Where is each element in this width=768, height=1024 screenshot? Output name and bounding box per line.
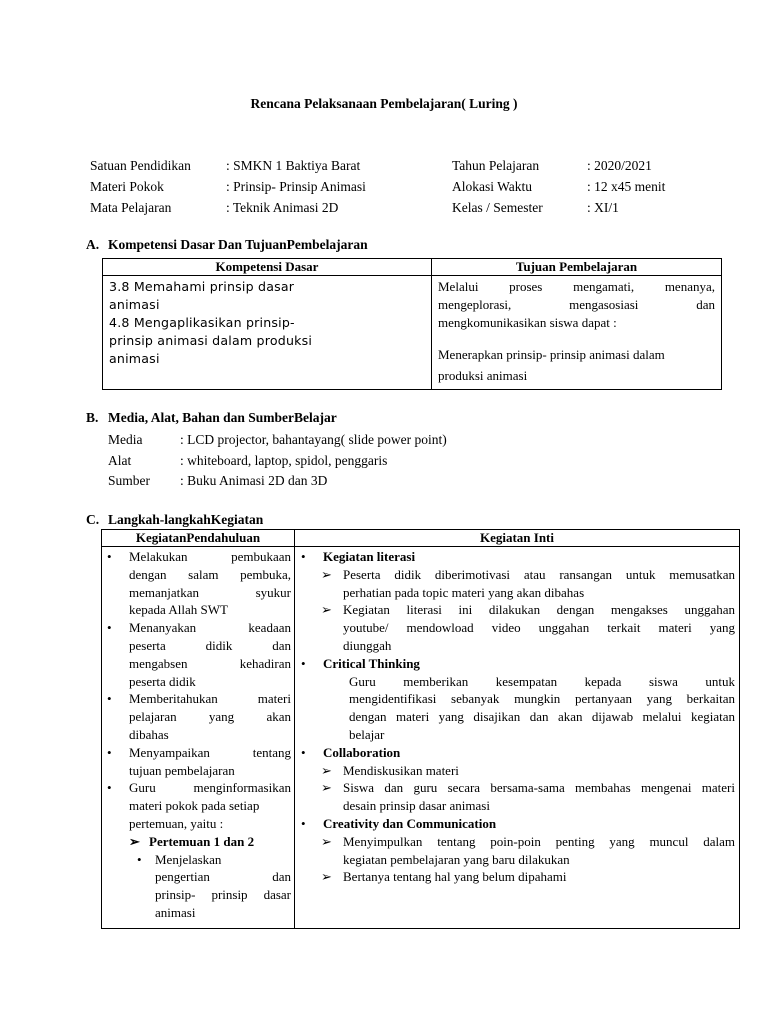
text-line: Kegiatan literasi ini dilakukan dengan mengakses unggahan (343, 602, 735, 618)
section-title: Media, Alat, Bahan dan SumberBelajar (108, 410, 337, 425)
section-letter: C. (86, 512, 100, 527)
text-line: mengabsen kehadiran (129, 655, 291, 671)
arrow-icon: ➢ (321, 566, 332, 582)
tujuan-cell (432, 276, 722, 390)
text-line: Peserta didik diberimotivasi atau ransangan untuk memusatkan (343, 566, 735, 582)
text-line: kepada Allah SWT (129, 602, 228, 618)
info-label: Mata Pelajaran (90, 200, 172, 215)
activities-table (101, 529, 740, 929)
text-line: diunggah (343, 637, 392, 653)
text-line: Melakukan pembukaan (129, 549, 291, 564)
tp-line: mengkomunikasikan siswa dapat : (438, 315, 617, 330)
info-value: : XI/1 (587, 200, 619, 215)
activity-title: Collaboration (323, 744, 401, 760)
info-label: Kelas / Semester (452, 200, 543, 215)
arrow-icon: ➢ (321, 833, 332, 849)
kd-line: 3.8 Memahami prinsip dasar (109, 279, 295, 294)
kompetensi-cell (103, 276, 432, 390)
list-item (105, 779, 291, 832)
list-item (105, 548, 291, 619)
activity-heading (299, 655, 735, 673)
text-line: Siswa dan guru secara bersama-sama membahas mengenai materi (343, 780, 735, 796)
text-line: peserta didik (129, 673, 196, 689)
media-label: Alat (108, 452, 132, 468)
activity-item (299, 762, 735, 780)
activity-heading (299, 744, 735, 762)
text-line: pelajaran yang akan (129, 709, 291, 725)
text-line: pertemuan, yaitu : (129, 815, 224, 831)
media-value: : LCD projector, bahantayang( slide power point) (180, 432, 447, 447)
inti-cell (295, 547, 740, 929)
bullet-icon: • (301, 815, 306, 831)
sub-list-item (105, 851, 291, 922)
section-title: Kompetensi Dasar Dan TujuanPembelajaran (108, 237, 368, 252)
activity-title: Creativity dan Communication (323, 815, 497, 831)
text-line: Memberitahukan materi (129, 691, 291, 707)
text-line: materi pokok pada setiap (129, 798, 260, 814)
arrow-icon: ➢ (321, 869, 332, 885)
column-header-inti: Kegiatan Inti (295, 530, 740, 547)
list-item (105, 619, 291, 690)
activity-item (299, 779, 735, 815)
text-line: kegiatan pembelajaran yang baru dilakukan (343, 851, 570, 867)
text-line: animasi (155, 904, 196, 920)
document-title: Rencana Pelaksanaan Pembelajaran( Luring ) (250, 96, 518, 111)
activity-item (299, 566, 735, 602)
pertemuan-label: Pertemuan 1 dan 2 (149, 833, 255, 849)
bullet-icon: • (301, 744, 306, 760)
text-line: Menanyakan keadaan (129, 620, 291, 636)
text-line: perhatian pada topic materi yang akan dibahas (343, 584, 585, 600)
text-line: Bertanya tentang hal yang belum dipahami (343, 869, 567, 885)
competency-table (102, 258, 722, 390)
text-line: Guru memberikan kesempatan kepada siswa untuk (349, 673, 735, 689)
info-value: : SMKN 1 Baktiya Barat (226, 158, 361, 173)
media-label: Sumber (108, 473, 150, 488)
text-line: belajar (349, 726, 385, 742)
text-line: Mendiskusikan materi (343, 762, 459, 778)
text-line: desain prinsip dasar animasi (343, 798, 490, 814)
info-value: : 2020/2021 (587, 158, 652, 173)
text-line: dengan salam pembuka, (129, 566, 291, 582)
section-a-heading (86, 237, 368, 253)
info-label: Tahun Pelajaran (452, 158, 540, 173)
tp-line: Menerapkan prinsip- prinsip animasi dalam (438, 347, 665, 362)
activity-text (299, 673, 735, 744)
media-value: : whiteboard, laptop, spidol, penggaris (180, 452, 388, 468)
text-line: dibahas (129, 726, 169, 742)
section-letter: B. (86, 410, 99, 425)
kd-line: animasi (109, 297, 160, 312)
tp-line: produksi animasi (438, 368, 528, 383)
column-header-tujuan: Tujuan Pembelajaran (432, 259, 722, 276)
info-value: : Teknik Animasi 2D (226, 200, 339, 215)
bullet-icon: • (107, 744, 112, 760)
bullet-icon: • (107, 620, 112, 636)
info-right (452, 155, 665, 218)
text-line: memanjatkan syukur (129, 584, 291, 600)
text-line: Menyampaikan tentang (129, 744, 291, 760)
kd-line: prinsip animasi dalam produksi (109, 333, 313, 348)
media-list (108, 430, 447, 492)
text-line: prinsip- prinsip dasar (155, 887, 291, 903)
tp-line: mengeplorasi, mengasosiasi dan (438, 297, 715, 312)
media-value: : Buku Animasi 2D dan 3D (180, 473, 328, 488)
bullet-icon: • (301, 655, 306, 671)
info-label: Satuan Pendidikan (90, 158, 191, 173)
text-line: Guru menginformasikan (129, 780, 291, 796)
media-label: Media (108, 432, 143, 447)
list-item (105, 744, 291, 780)
pendahuluan-cell (102, 547, 295, 929)
info-label: Materi Pokok (90, 179, 164, 194)
text-line: dengan materi yang disajikan dan akan dijawab melalui kegiatan (349, 709, 735, 725)
info-label: Alokasi Waktu (452, 179, 533, 194)
bullet-icon: • (107, 780, 112, 796)
section-letter: A. (86, 237, 100, 252)
list-item (105, 690, 291, 743)
text-line: peserta didik dan (129, 637, 291, 653)
bullet-icon: • (107, 549, 112, 564)
bullet-icon: • (301, 549, 306, 564)
bullet-icon: • (137, 851, 142, 867)
text-line: youtube/ mendowload video unggahan terkait materi yang (343, 620, 735, 636)
section-b-heading (86, 410, 337, 426)
activity-title: Critical Thinking (323, 655, 420, 671)
bullet-icon: • (107, 691, 112, 707)
section-title: Langkah-langkahKegiatan (108, 512, 264, 527)
kd-line: animasi (109, 351, 160, 366)
activity-item (299, 601, 735, 654)
column-header-pendahuluan: KegiatanPendahuluan (102, 530, 295, 547)
activity-heading (299, 815, 735, 833)
text-line: pengertian dan (155, 869, 291, 885)
text-line: tujuan pembelajaran (129, 762, 235, 778)
arrow-icon: ➢ (129, 833, 140, 849)
activity-title: Kegiatan literasi (323, 549, 416, 564)
pertemuan-item (105, 833, 291, 851)
info-left (90, 155, 366, 218)
arrow-icon: ➢ (321, 780, 332, 796)
info-value: : 12 x45 menit (587, 179, 666, 194)
arrow-icon: ➢ (321, 602, 332, 618)
activity-item (299, 868, 735, 886)
section-c-heading (86, 512, 263, 528)
info-value: : Prinsip- Prinsip Animasi (226, 179, 366, 194)
kd-line: 4.8 Mengaplikasikan prinsip- (109, 315, 295, 330)
activity-heading (299, 548, 735, 566)
tp-line: Melalui proses mengamati, menanya, (438, 279, 715, 294)
activity-item (299, 833, 735, 869)
text-line: Menjelaskan (155, 851, 222, 867)
arrow-icon: ➢ (321, 762, 332, 778)
column-header-kompetensi: Kompetensi Dasar (103, 259, 432, 276)
text-line: Menyimpulkan tentang poin-poin penting yang muncul dalam (343, 833, 735, 849)
text-line: mengidentifikasi sebanyak mungkin pertanyaan yang berkaitan (349, 691, 735, 707)
